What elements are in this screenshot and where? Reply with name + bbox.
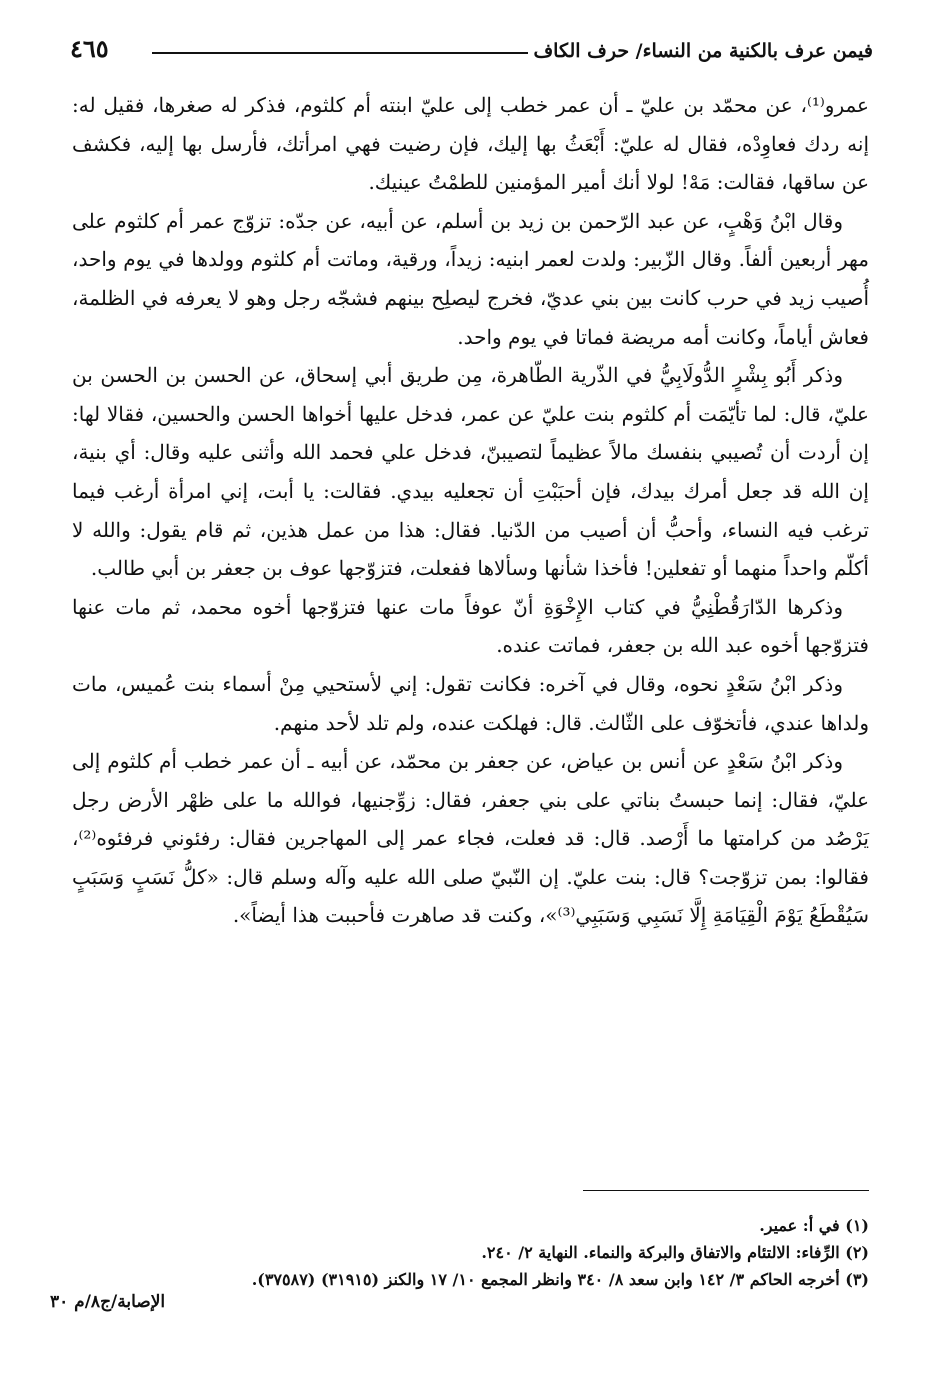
- paragraph: وذكرها الدّارَقُطْنِيُّ في كتاب الإِخْوَةِ أنّ عوفاً مات عنها فتزوّجها أخوه محمد، ثم مات عنها فتزوّجها أخوه عبد الله بن جعفر، فماتت عنده.: [72, 594, 869, 658]
- footnote-separator: [583, 1190, 869, 1191]
- paragraph: وذكر ابْنُ سَعْدٍ عن أنس بن عياض، عن جعفر بن محمّد، عن أبيه ـ أن عمر خطب أم كلثوم إلى عليّ، فقال: إنما حبستُ بناتي على بني جعفر، فقال: زوِّجنيها، فوالله ما على ظهْر الأرض رجل يَرْصُد من كرامتها ما أَرْصد. قال: قد فعلت، فجاء عمر إلى المهاجرين فقال: رفئوني فرفئوه⁽²⁾، فقالوا: بمن تزوّجت؟ قال: بنت عليّ. إن النّبيّ صلى الله عليه وآله وسلم قال: «كلُّ نَسَبٍ وَسَبَبٍ سَيُقْطَعُ يَوْمَ الْقِيَامَةِ إِلَّا نَسَبِي وَسَبَبِي⁽³⁾»، وكنت قد صاهرت فأحببت هذا أيضاً».: [72, 749, 869, 928]
- footnote: (١) في أ: عمير.: [759, 1216, 869, 1235]
- page-number: ٤٦٥: [70, 34, 109, 63]
- footnote: (٣) أخرجه الحاكم ٣/ ١٤٢ وابن سعد ٨/ ٣٤٠ وانظر المجمع ١٠/ ١٧ والكنز (٣١٩١٥) (٣٧٥٨٧).: [251, 1270, 869, 1289]
- paragraph: عمرو⁽¹⁾، عن محمّد بن عليّ ـ أن عمر خطب إلى عليّ ابنته أم كلثوم، فذكر له صغرها، فقيل له: إنه ردك فعاوِدْه، فقال له عليّ: أَبْعَثُ بها إليك، فإن رضيت فهي امرأتك، فأرسل بها إليه، فكشف عن ساقها، فقالت: مَهْ! لولا أنك أمير المؤمنين للطمْتُ عينيك.: [72, 93, 869, 195]
- paragraph: وقال ابْنُ وَهْبٍ، عن عبد الرّحمن بن زيد بن أسلم، عن أبيه، عن جدّه: تزوّج عمر أم كلثوم على مهر أربعين ألفاً. وقال الزّبير: ولدت لعمر ابنيه: زيداً، ورقية، وماتت أم كلثوم وولدها في يوم واحد، أُصيب زيد في حرب كانت بين بني عديّ، فخرج ليصلِح بينهم فشجّه رجل وهو لا يعرفه في الظلمة، فعاش أياماً، وكانت أمه مريضة فماتا في يوم واحد.: [72, 208, 869, 349]
- page-header: [70, 28, 873, 76]
- header-rule: [152, 52, 528, 54]
- volume-signature: الإصابة/ج٨/م ٣٠: [50, 1292, 166, 1312]
- footnote: (٢) الرِّفاء: الالتئام والاتفاق والبركة والنماء. النهاية ٢/ ٢٤٠.: [481, 1243, 869, 1262]
- running-title: فيمن عرف بالكنية من النساء/ حرف الكاف: [533, 40, 873, 62]
- main-text: [72, 86, 869, 935]
- paragraph: وذكر ابْنُ سَعْدٍ نحوه، وقال في آخره: فكانت تقول: إني لأستحيي مِنْ أسماء بنت عُميس، مات ولداها عندي، فأتخوّف على الثّالث. قال: فهلكت عنده، ولم تلد لأحد منهم.: [72, 671, 869, 735]
- paragraph: وذكر أَبُو بِشْرٍ الدُّولَابِيُّ في الذّرية الطّاهرة، مِن طريق أبي إسحاق، عن الحسن بن الحسن بن عليّ، قال: لما تأيّمَت أم كلثوم بنت عليّ عن عمر، فدخل عليها أخواها الحسن والحسين، فقالا لها: إن أردت أن تُصيبي بنفسك مالاً عظيماً لتصيبنّ، فدخل علي فحمد الله وأثنى عليه وقال: أي بنية، إن الله قد جعل أمرك بيدك، فإن أحبَبْتِ أن تجعليه بيدي. فقالت: يا أبت، إني امرأة أرغب فيما ترغب فيه النساء، وأحبُّ أن أصيب من الدّنيا. فقال: هذا من عمل هذين، ثم قام يقول: والله لا أكلّم واحداً منهما أو تفعلين! فأخذا شأنها وسألاها ففعلت، فتزوّجها عوف بن جعفر بن أبي طالب.: [72, 363, 869, 581]
- footnotes: [72, 1212, 869, 1293]
